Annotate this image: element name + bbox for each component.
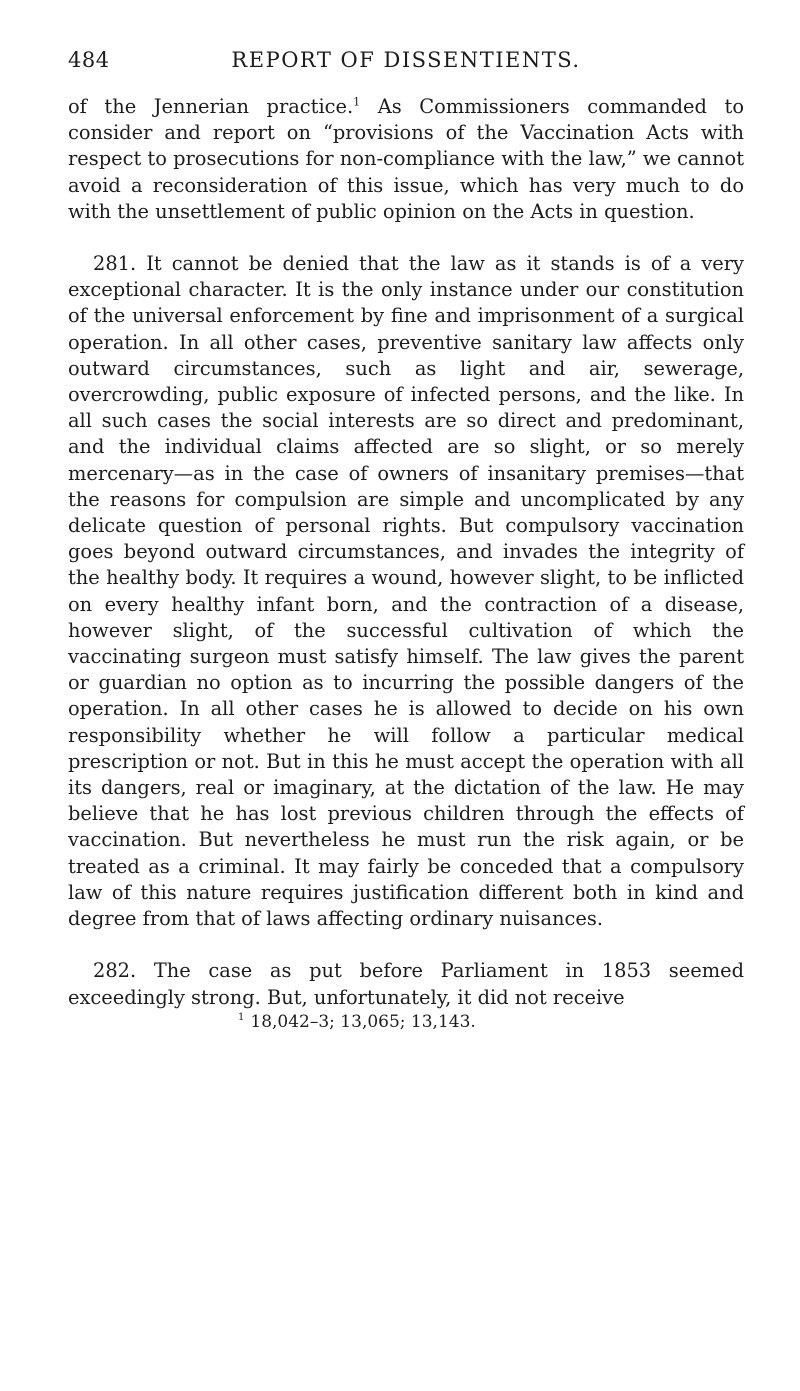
page-number: 484	[68, 48, 110, 72]
paragraph-282: 282. The case as put before Parliament in 1853 seemed exceedingly strong. But, unfortunately, it did not receive	[68, 959, 744, 1009]
body-text	[68, 94, 744, 1011]
running-head: REPORT OF DISSENTIENTS.	[231, 48, 581, 72]
footnote-mark: 1	[238, 1012, 245, 1024]
page-header	[68, 48, 744, 82]
book-page	[68, 48, 744, 1033]
footnote-text: 18,042–3; 13,065; 13,143.	[250, 1011, 476, 1032]
footnote	[68, 1011, 744, 1033]
paragraph-281: 281. It cannot be denied that the law as it stands is of a very exceptional character. It is the only instance under our constitution of the universal enforcement by fine and imprisonment of a surgical operation. In all other cases, preventive sanitary law affects only outward circumstances, such as light and air, sewerage, overcrowding, public exposure of infected persons, and the like. In all such cases the social interests are so direct and predominant, and the individual claims affected are so slight, or so merely mercenary—as in the case of owners of insanitary premises—that the reasons for compulsion are simple and uncomplicated by any delicate question of personal rights. But compulsory vaccination goes beyond outward circumstances, and invades the integrity of the healthy body. It requires a wound, however slight, to be inflicted on every healthy infant born, and the contraction of a disease, however slight, of the successful cultivation of which the vaccinating surgeon must satisfy himself. The law gives the parent or guardian no option as to incurring the possible dangers of the operation. In all other cases he is allowed to decide on his own responsibility whether he will follow a particular medical prescription or not. But in this he must accept the operation with all its dangers, real or imaginary, at the dictation of the law. He may believe that he has lost previous children through the effects of vaccination. But nevertheless he must run the risk again, or be treated as a criminal. It may fairly be conceded that a compulsory law of this nature requires justification different both in kind and degree from that of laws affecting ordinary nuisances.	[68, 252, 744, 931]
paragraph-text-before: of the Jennerian practice.	[68, 95, 354, 118]
footnote-reference: 1	[353, 95, 361, 109]
paragraph-continuation	[68, 94, 744, 225]
paragraph-text-after: As Commissioners commanded to consider and report on “provisions of the Vaccination Acts with respect to prosecutions for non-compliance with the law,” we cannot avoid a reconsideration of this issue, which has very much to do with the unsettlement of public opinion on the Acts in question.	[68, 95, 744, 223]
